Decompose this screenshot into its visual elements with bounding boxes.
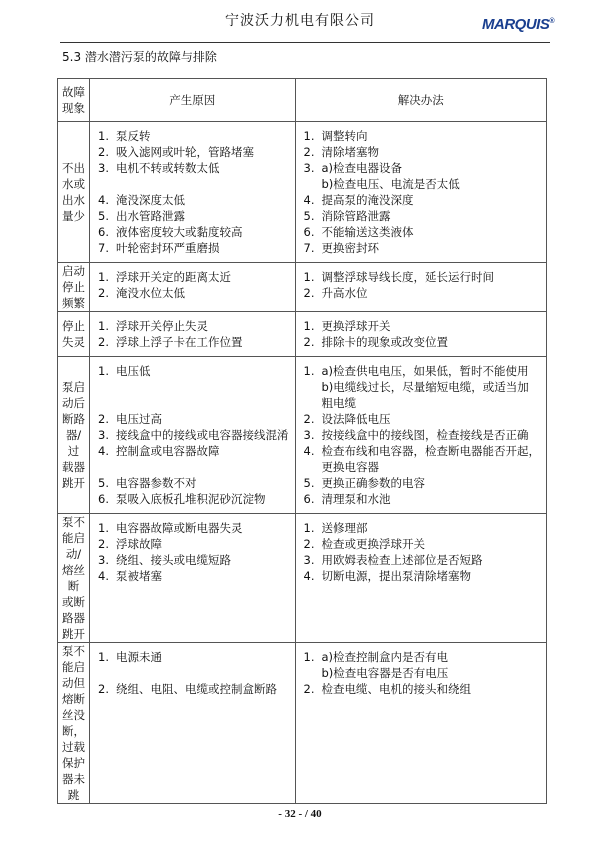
- page-number: - 32 - / 40: [278, 808, 322, 820]
- cause-item: [98, 334, 289, 350]
- cause-text: 液体密度较大或黏度较高: [116, 225, 243, 239]
- cause-item: [98, 443, 289, 459]
- solution-number: [304, 459, 322, 475]
- solution-text: 调整浮球导线长度，延长运行时间: [321, 270, 494, 284]
- cause-number: 2.: [98, 145, 109, 159]
- cause-text: 电容器参数不对: [116, 476, 197, 490]
- cause-number: 2.: [98, 537, 109, 551]
- solution-item: [304, 363, 541, 379]
- symptom-cell: 泵不能启 动但熔断 丝没断， 过载保护 器未跳: [58, 643, 90, 804]
- cause-cell: [90, 643, 296, 804]
- solution-cell: [295, 312, 547, 357]
- solution-text: 更换浮球开关: [321, 319, 391, 333]
- cause-item: [98, 240, 289, 256]
- cause-number: 5.: [98, 476, 109, 490]
- cause-text: 泵反转: [116, 129, 151, 143]
- solution-text: a)检查控制盒内是否有电: [321, 650, 449, 664]
- solution-item: [304, 269, 541, 285]
- cause-text: 电机不转或转数太低: [116, 161, 220, 175]
- symptom-cell: 泵不能启 动/熔丝断 或断路器 跳开: [58, 514, 90, 643]
- column-header-solution: 解决办法: [295, 79, 547, 122]
- cause-text: 控制盒或电容器故障: [116, 444, 220, 458]
- solution-text: 送修理部: [321, 521, 368, 535]
- solution-number: 6.: [303, 225, 315, 239]
- cause-text: 接线盒中的接线或电容器接线混淆: [116, 428, 289, 442]
- solution-item: [304, 552, 541, 568]
- solution-text: b)电缆线过长，尽量缩短电缆，或适当加: [321, 380, 529, 394]
- cause-number: 6.: [98, 225, 109, 239]
- solution-cell: [295, 514, 547, 643]
- cause-text: 淹没深度太低: [116, 193, 185, 207]
- cause-number: 1.: [98, 129, 109, 143]
- solution-number: 4.: [303, 569, 315, 583]
- cause-text: 浮球开关定的距离太近: [116, 270, 231, 284]
- solution-text: 切断电源，提出泵清除堵塞物: [321, 569, 471, 583]
- spacer: [98, 176, 289, 192]
- cause-item: [98, 475, 289, 491]
- cause-number: 2.: [98, 286, 109, 300]
- solution-cell: [295, 643, 547, 804]
- cause-item: [98, 128, 289, 144]
- cause-text: 泵被堵塞: [116, 569, 162, 583]
- cause-text: 浮球开关停止失灵: [116, 319, 208, 333]
- solution-number: 1.: [303, 521, 315, 535]
- solution-item: [304, 491, 541, 507]
- solution-number: [304, 379, 322, 395]
- solution-text: b)检查电压、电流是否太低: [321, 177, 460, 191]
- solution-number: 4.: [303, 444, 315, 458]
- solution-text: 不能输送这类液体: [321, 225, 414, 239]
- symptom-cell: 停止失灵: [58, 312, 90, 357]
- solution-cell: [295, 357, 547, 514]
- cause-text: 浮球上浮子卡在工作位置: [116, 335, 243, 349]
- solution-number: 1.: [303, 270, 315, 284]
- cause-item: [98, 411, 289, 427]
- cause-text: 吸入滤网或叶轮，管路堵塞: [116, 145, 254, 159]
- company-logo: MARQUIS®: [482, 16, 555, 33]
- cause-number: 7.: [98, 241, 109, 255]
- spacer: [98, 459, 289, 475]
- cause-cell: [90, 122, 296, 263]
- cause-item: [98, 536, 289, 552]
- solution-text: b)检查电容器是否有电压: [321, 666, 449, 680]
- cause-number: 2.: [98, 412, 109, 426]
- table-row: [58, 263, 547, 312]
- cause-number: 5.: [98, 209, 109, 223]
- cause-item: [98, 552, 289, 568]
- solution-item: [304, 208, 541, 224]
- cause-number: 3.: [98, 428, 109, 442]
- cause-text: 叶轮密封环严重磨损: [116, 241, 220, 255]
- solution-item: [304, 160, 541, 176]
- solution-text: 粗电缆: [321, 396, 356, 410]
- solution-text: a)检查电器设备: [321, 161, 403, 175]
- solution-number: 4.: [303, 193, 315, 207]
- solution-item: [304, 318, 541, 334]
- solution-item: [304, 240, 541, 256]
- symptom-cell: 启动停止 频繁: [58, 263, 90, 312]
- company-name: 宁波沃力机电有限公司: [225, 13, 375, 29]
- solution-number: 5.: [303, 209, 315, 223]
- cause-text: 浮球故障: [116, 537, 162, 551]
- solution-number: 2.: [303, 682, 315, 696]
- solution-text: a)检查供电电压，如果低，暂时不能使用: [321, 364, 529, 378]
- cause-number: 1.: [98, 364, 109, 378]
- solution-text: 调整转向: [321, 129, 368, 143]
- table-row: [58, 122, 547, 263]
- solution-text: 更换正确参数的电容: [321, 476, 425, 490]
- column-header-symptom: 故障现象: [58, 79, 90, 122]
- solution-text: 设法降低电压: [321, 412, 391, 426]
- cause-item: [98, 285, 289, 301]
- solution-text: 清除堵塞物: [321, 145, 379, 159]
- solution-number: [304, 395, 322, 411]
- solution-item: [304, 536, 541, 552]
- solution-text: 检查或更换浮球开关: [321, 537, 425, 551]
- cause-cell: [90, 357, 296, 514]
- cause-item: [98, 363, 289, 379]
- cause-number: 4.: [98, 569, 109, 583]
- solution-item: [304, 395, 541, 411]
- solution-number: 2.: [303, 145, 315, 159]
- solution-item: [304, 649, 541, 665]
- solution-text: 检查电缆、电机的接头和绕组: [321, 682, 471, 696]
- solution-number: 5.: [303, 476, 315, 490]
- cause-number: 4.: [98, 444, 109, 458]
- section-title: 5.3 潜水潜污泵的故障与排除: [62, 50, 217, 64]
- solution-item: [304, 665, 541, 681]
- solution-item: [304, 285, 541, 301]
- solution-item: [304, 128, 541, 144]
- cause-cell: [90, 312, 296, 357]
- cause-text: 电压过高: [116, 412, 162, 426]
- solution-text: 更换电容器: [321, 460, 379, 474]
- solution-number: 2.: [303, 335, 315, 349]
- cause-item: [98, 568, 289, 584]
- spacer: [98, 395, 289, 411]
- solution-text: 消除管路泄露: [321, 209, 391, 223]
- solution-item: [304, 459, 541, 475]
- solution-number: 1.: [303, 650, 315, 664]
- cause-item: [98, 224, 289, 240]
- solution-number: [304, 176, 322, 192]
- troubleshooting-table: [57, 78, 547, 804]
- solution-item: [304, 443, 541, 459]
- solution-item: [304, 224, 541, 240]
- cause-cell: [90, 263, 296, 312]
- solution-number: 3.: [303, 428, 315, 442]
- solution-number: 1.: [303, 129, 315, 143]
- solution-item: [304, 176, 541, 192]
- solution-text: 清理泵和水池: [321, 492, 391, 506]
- cause-item: [98, 427, 289, 443]
- table-header-row: [58, 79, 547, 122]
- solution-item: [304, 144, 541, 160]
- solution-number: 3.: [303, 161, 315, 175]
- solution-number: [304, 665, 322, 681]
- solution-number: 2.: [303, 412, 315, 426]
- solution-item: [304, 192, 541, 208]
- header-divider: [60, 42, 550, 43]
- solution-item: [304, 334, 541, 350]
- cause-item: [98, 318, 289, 334]
- cause-item: [98, 269, 289, 285]
- cause-number: 1.: [98, 650, 109, 664]
- solution-cell: [295, 122, 547, 263]
- solution-item: [304, 427, 541, 443]
- cause-item: [98, 160, 289, 176]
- table-row: [58, 643, 547, 804]
- solution-number: 7.: [303, 241, 315, 255]
- cause-text: 电源未通: [116, 650, 162, 664]
- table-row: [58, 514, 547, 643]
- cause-text: 电压低: [116, 364, 151, 378]
- cause-number: 1.: [98, 319, 109, 333]
- cause-number: 2.: [98, 335, 109, 349]
- cause-text: 泵吸入底板孔堆积泥砂沉淀物: [116, 492, 266, 506]
- cause-text: 绕组、电阻、电缆或控制盒断路: [116, 682, 277, 696]
- cause-number: 1.: [98, 270, 109, 284]
- cause-number: 6.: [98, 492, 109, 506]
- cause-text: 电容器故障或断电器失灵: [116, 521, 243, 535]
- solution-item: [304, 520, 541, 536]
- cause-item: [98, 144, 289, 160]
- cause-number: 4.: [98, 193, 109, 207]
- solution-text: 提高泵的淹没深度: [321, 193, 414, 207]
- cause-number: 2.: [98, 682, 109, 696]
- solution-item: [304, 568, 541, 584]
- solution-text: 升高水位: [321, 286, 368, 300]
- table-row: [58, 312, 547, 357]
- spacer: [98, 379, 289, 395]
- solution-item: [304, 681, 541, 697]
- cause-item: [98, 681, 289, 697]
- solution-item: [304, 411, 541, 427]
- solution-text: 用欧姆表检查上述部位是否短路: [321, 553, 483, 567]
- cause-item: [98, 491, 289, 507]
- solution-number: 2.: [303, 286, 315, 300]
- solution-cell: [295, 263, 547, 312]
- solution-number: 2.: [303, 537, 315, 551]
- cause-number: 3.: [98, 553, 109, 567]
- cause-text: 淹没水位太低: [116, 286, 185, 300]
- symptom-cell: 不出水或 出水量少: [58, 122, 90, 263]
- solution-item: [304, 475, 541, 491]
- symptom-cell: 泵启动后 断路器/过 载器跳开: [58, 357, 90, 514]
- cause-item: [98, 192, 289, 208]
- solution-number: 1.: [303, 364, 315, 378]
- solution-number: 1.: [303, 319, 315, 333]
- solution-text: 检查布线和电容器，检查断电器能否开起，: [321, 444, 540, 458]
- cause-number: 1.: [98, 521, 109, 535]
- spacer: [98, 665, 289, 681]
- cause-number: 3.: [98, 161, 109, 175]
- cause-item: [98, 649, 289, 665]
- cause-cell: [90, 514, 296, 643]
- solution-text: 更换密封环: [321, 241, 379, 255]
- cause-item: [98, 208, 289, 224]
- cause-text: 绕组、接头或电缆短路: [116, 553, 231, 567]
- cause-item: [98, 520, 289, 536]
- column-header-cause: 产生原因: [90, 79, 296, 122]
- solution-number: 6.: [303, 492, 315, 506]
- table-row: [58, 357, 547, 514]
- cause-text: 出水管路泄露: [116, 209, 185, 223]
- solution-text: 排除卡的现象或改变位置: [321, 335, 448, 349]
- solution-number: 3.: [303, 553, 315, 567]
- solution-item: [304, 379, 541, 395]
- solution-text: 按接线盒中的接线图，检查接线是否正确: [321, 428, 529, 442]
